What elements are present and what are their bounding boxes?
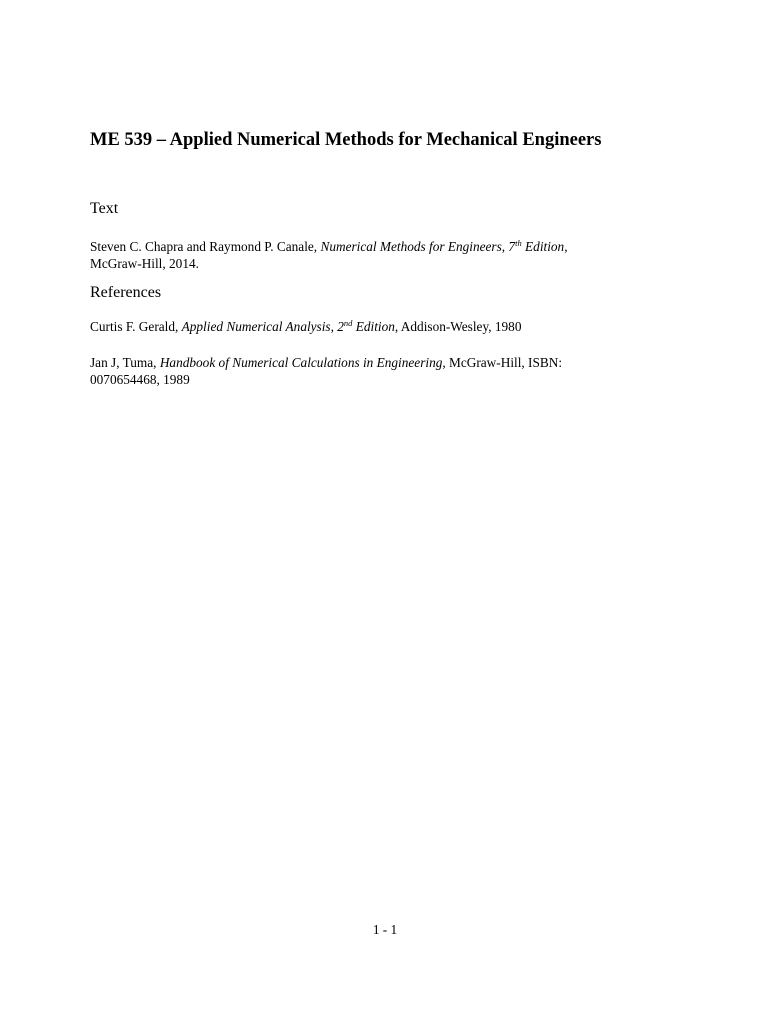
- entry-authors: Curtis F. Gerald,: [90, 319, 182, 334]
- reference-entry: [90, 354, 650, 388]
- entry-publisher-line2: McGraw-Hill, 2014.: [90, 256, 199, 271]
- page-number: 1 - 1: [372, 922, 398, 937]
- references-section-heading: References: [90, 284, 162, 301]
- text-section-heading: Text: [90, 200, 119, 217]
- page-number-footer: [0, 921, 768, 938]
- entry-publisher-line2: 0070654468, 1989: [90, 372, 190, 387]
- entry-authors: Steven C. Chapra and Raymond P. Canale,: [90, 239, 321, 254]
- entry-publisher: , Addison-Wesley, 1980: [394, 319, 522, 334]
- document-title: ME 539 – Applied Numerical Methods for Mechanical Engineers: [90, 130, 602, 150]
- entry-publisher: , McGraw-Hill, ISBN:: [442, 355, 563, 370]
- entry-title: Numerical Methods for Engineers, 7th Edition: [320, 238, 565, 254]
- entry-title: Applied Numerical Analysis, 2nd Edition: [181, 318, 395, 334]
- entry-title: Handbook of Numerical Calculations in Engineering: [159, 355, 443, 370]
- reference-entry: [90, 318, 650, 335]
- entry-authors: Jan J, Tuma,: [90, 355, 160, 370]
- text-book-entry: [90, 238, 650, 272]
- entry-publisher: ,: [564, 239, 568, 254]
